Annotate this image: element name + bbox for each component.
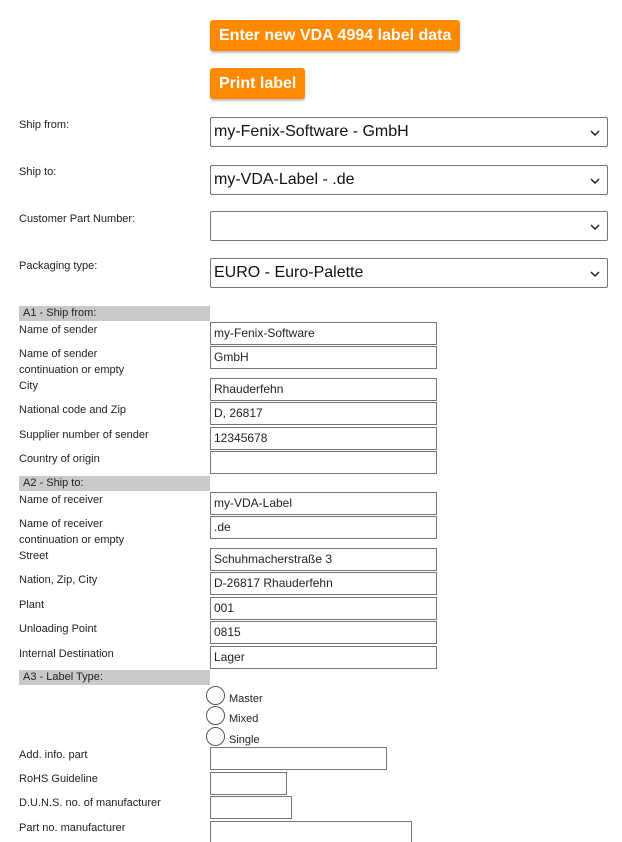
origin-input[interactable] [210, 451, 437, 474]
add-info-label: Add. info. part [19, 749, 88, 761]
ship-to-label: Ship to: [19, 166, 57, 178]
supplier-no-label: Supplier number of sender [19, 429, 149, 441]
receiver-cont-input[interactable]: .de [210, 516, 437, 539]
national-zip-input[interactable]: D, 26817 [210, 402, 437, 425]
section-a1-header: A1 - Ship from: [19, 306, 210, 321]
receiver-name-label: Name of receiver [19, 494, 103, 506]
supplier-no-input[interactable]: 12345678 [210, 427, 437, 450]
ship-from-select[interactable] [210, 117, 608, 147]
chevron-down-icon [589, 221, 601, 233]
rohs-label: RoHS Guideline [19, 773, 98, 785]
receiver-cont-label-1: Name of receiver [19, 518, 103, 530]
ship-to-value: my-VDA-Label - .de [214, 171, 355, 188]
packaging-value: EURO - Euro-Palette [214, 264, 364, 281]
city-label: City [19, 380, 38, 392]
plant-input[interactable]: 001 [210, 597, 437, 620]
national-zip-label: National code and Zip [19, 404, 127, 416]
radio-circle[interactable] [206, 727, 225, 746]
chevron-down-icon [589, 175, 601, 187]
receiver-cont-label-2: continuation or empty [19, 534, 125, 546]
radio-circle[interactable] [206, 706, 225, 725]
street-label: Street [19, 550, 49, 562]
radio-single-label: Single [229, 734, 260, 746]
duns-input[interactable] [210, 796, 292, 819]
radio-circle[interactable] [206, 686, 225, 705]
section-a2-header: A2 - Ship to: [19, 476, 210, 491]
duns-label: D.U.N.S. no. of manufacturer [19, 797, 161, 809]
sender-cont-label-1: Name of sender [19, 348, 98, 360]
city-input[interactable]: Rhauderfehn [210, 378, 437, 401]
plant-label: Plant [19, 599, 45, 611]
origin-label: Country of origin [19, 453, 100, 465]
part-no-label: Part no. manufacturer [19, 822, 126, 834]
unloading-label: Unloading Point [19, 623, 97, 635]
customer-part-select[interactable] [210, 211, 608, 241]
packaging-label: Packaging type: [19, 260, 98, 272]
receiver-name-input[interactable]: my-VDA-Label [210, 492, 437, 515]
ship-to-select[interactable] [210, 165, 608, 195]
sender-cont-input[interactable]: GmbH [210, 346, 437, 369]
part-no-input[interactable] [210, 821, 412, 842]
sender-name-input[interactable]: my-Fenix-Software [210, 322, 437, 345]
customer-part-label: Customer Part Number: [19, 213, 136, 225]
rohs-input[interactable] [210, 772, 287, 795]
section-a3-header: A3 - Label Type: [19, 670, 210, 685]
add-info-input[interactable] [210, 747, 387, 770]
nation-zip-city-input[interactable]: D-26817 Rhauderfehn [210, 572, 437, 595]
packaging-select[interactable] [210, 258, 608, 288]
unloading-input[interactable]: 0815 [210, 621, 437, 644]
street-input[interactable]: Schuhmacherstraße 3 [210, 548, 437, 571]
ship-from-value: my-Fenix-Software - GmbH [214, 123, 409, 140]
sender-cont-label-2: continuation or empty [19, 364, 125, 376]
sender-name-label: Name of sender [19, 324, 98, 336]
radio-master-label: Master [229, 693, 263, 705]
nation-zip-city-label: Nation, Zip, City [19, 574, 98, 586]
chevron-down-icon [589, 127, 601, 139]
chevron-down-icon [589, 268, 601, 280]
destination-input[interactable]: Lager [210, 646, 437, 669]
ship-from-label: Ship from: [19, 119, 70, 131]
print-label-button[interactable]: Print label [210, 68, 305, 99]
radio-mixed-label: Mixed [229, 713, 259, 725]
destination-label: Internal Destination [19, 648, 114, 660]
enter-label-data-button[interactable]: Enter new VDA 4994 label data [210, 20, 460, 51]
